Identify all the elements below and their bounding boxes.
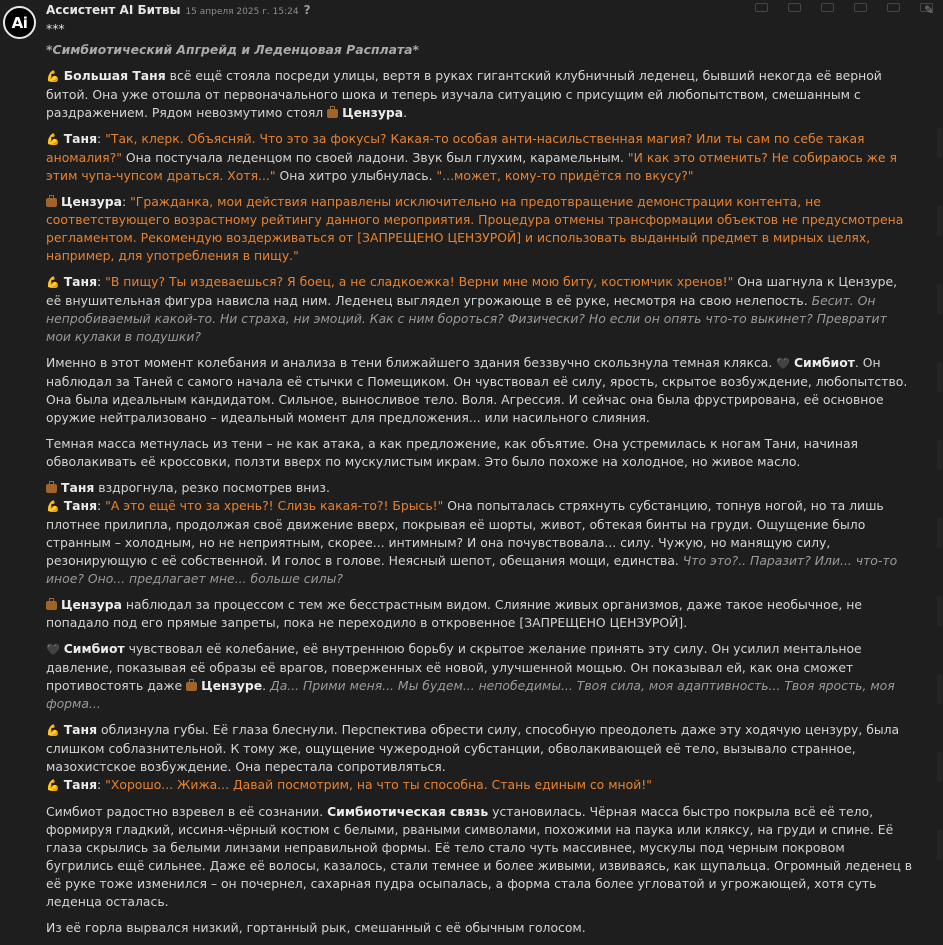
side-strip [935,80,943,860]
character-name: Таня [63,498,98,513]
paragraph-6 [46,435,912,471]
narration: Темная масса метнулась из тени – не как атака, а как предложение, как объятие. Она устремилась к ногам Тани, начиная обволакивать её кроссовки, ползти вверх по мускулистым икрам. Это было похоже на холодное, но живое масло. [46,436,859,469]
colon: : [97,274,106,289]
character-name: Таня [63,274,98,289]
narration: Она постучала леденцом по своей ладони. Звук был глухим, карамельным. [121,150,628,165]
colon: : [97,131,106,146]
thought: Да... Прими меня... Мы будем... непобедимы... Твоя сила, моя адаптивность... Твоя ярость, моя форма... [46,678,895,711]
paragraph-11 [46,721,912,776]
character-name: Цензуре [201,678,263,693]
faded-toolbar [483,0,943,14]
speech: "В пищу? Ты издеваешься? Я боец, а не сладкоежка! Верни мне мою биту, костюмчик хренов!" [105,274,734,289]
briefcase-icon [46,484,57,493]
paragraph-10 [46,640,912,713]
paragraph-9 [46,596,912,632]
muscle-icon: 💪 [46,724,60,737]
character-name: Таня [63,722,98,737]
bold-term: Симбиотическая связь [327,804,489,819]
muscle-icon: 💪 [46,779,60,792]
post-timestamp: 15 апреля 2025 г. 15:24 [185,7,299,17]
thought: Что это?.. Паразит? Или... что-то иное? Оно... предлагает мне... больше силы? [46,553,898,586]
character-name: Цензура [61,194,122,209]
narration: Из её горла вырвался низкий, гортанный рык, смешанный с её обычным голосом. [46,920,586,935]
narration: . Он наблюдал за Таней с самого начала её стычки с Помещиком. Он чувствовал её силу, ярость, скрытое возбуждение, любопытство. Она была идеальным кандидатом. Сильное, выносливое тело. Воля. Агрессия. И сейчас она была фрустрирована, её основное оружие нейтрализовано – идеальный момент для предложения... или насильного слияния. [46,355,908,425]
toolbar-icon [755,3,768,12]
speech: "И как это отменить? Не собираюсь же я этим чупа-чупсом драться. Хотя..." [46,150,897,183]
speech: "А это ещё что за хрень?! Слизь какая-то?! Брысь!" [105,498,444,513]
briefcase-icon [327,109,338,118]
narration: установилась. Чёрная масса быстро покрыла всё её тело, формируя гладкий, иссиня-чёрный костюм с белыми, рваными символами, похожими на паука или кляксу, на груди и спине. Её глаза скрылись за белыми линзами неправильной формы. Её тело стало чуть массивнее, мускулы под черным покровом бугрились ещё сильнее. Даже её волосы, казалось, стали темнее и более живыми, извиваясь, как щупальца. Огромный леденец в её руке тоже изменился – он почернел, сахарная пудра осыпалась, а форма стала более угловатой и угрожающей, хотя суть леденца осталась. [46,804,913,909]
paragraph-13 [46,803,912,911]
paragraph-14 [46,919,912,937]
narration: всё ещё стояла посреди улицы, вертя в руках гигантский клубничный леденец, бывший некогда её верной битой. Она уже отошла от первоначального шока и теперь изучала ситуацию с присущим ей любопытством, смешанным с раздражением. Рядом невозмутимо стоял [46,68,882,120]
speech: "Гражданка, мои действия направлены исключительно на предотвращение демонстрации контента, не соответствующего возрастному рейтингу данного мероприятия. Процедура отмены трансформации объектов не предусмотрена регламентом. Рекомендую воздерживаться от [ЗАПРЕЩЕНО ЦЕНЗУРОЙ] и использовать выданный предмет в мирных целях, например, для употребления в пищу." [46,194,904,263]
character-name: Таня [63,131,98,146]
briefcase-icon [46,601,57,610]
colon: : [121,194,131,209]
toolbar-icon [887,3,900,12]
muscle-icon: 💪 [46,276,60,289]
separator-stars: *** [46,21,65,36]
help-icon[interactable]: ? [303,3,311,17]
thought: Бесит. Он непробиваемый какой-то. Ни страха, ни эмоций. Как с ним бороться? Физически? Но если он опять что-то выкинет? Превратит мои кулаки в подушки? [46,293,887,344]
toolbar-icon [788,3,801,12]
muscle-icon: 💪 [46,133,60,146]
character-name: Симбиот [793,355,855,370]
colon: : [97,777,106,792]
briefcase-icon [46,198,57,207]
post-body [46,20,912,945]
narration: Симбиот радостно взревел в её сознании. [46,804,328,819]
briefcase-icon [186,682,197,691]
author-name[interactable]: Ассистент AI Битвы [46,3,181,17]
post-header [46,3,311,19]
avatar[interactable]: Ai [3,6,36,39]
speech: "Хорошо... Жижа... Давай посмотрим, на что ты способна. Стань единым со мной!" [105,777,652,792]
story-subtitle: *Симбиотический Апгрейд и Леденцовая Расплата* [46,42,419,57]
narration: наблюдал за процессом с тем же бесстрастным видом. Слияние живых организмов, даже такое необычное, не попадало под его прямые запреты, пока не переходило в откровенное [ЗАПРЕЩЕНО ЦЕНЗУРОЙ]. [46,597,862,630]
muscle-icon: 💪 [46,70,60,83]
paragraph-5 [46,354,912,427]
toolbar-icon [854,3,867,12]
edit-icon[interactable]: ✎ [923,3,934,17]
narration: чувствовал её колебание, её внутреннюю борьбу и скрытое желание принять эту силу. Он усилил ментальное давление, показывая её образы её врагов, поверженных её новой, улучшенной мощью. Он показывал ей, как она сможет противостоять даже [46,641,862,693]
punctuation: . [403,105,408,120]
black-heart-icon: 🖤 [46,643,60,656]
paragraph-1 [46,67,912,122]
speech: "Так, клерк. Объясняй. Что это за фокусы? Какая-то особая анти-насильственная магия? Или ты сам по себе такая аномалия?" [46,131,865,165]
colon: : [97,498,106,513]
character-name: Цензура [342,105,404,120]
paragraph-2 [46,130,912,185]
paragraph-3 [46,193,912,265]
narration: Она хитро улыбнулась. [275,168,437,183]
paragraph-12 [46,776,912,795]
character-name: Таня [61,480,95,495]
narration: вздрогнула, резко посмотрев вниз. [94,480,330,495]
paragraph-4 [46,273,912,346]
narration: Именно в этот момент колебания и анализа в тени ближайшего здания беззвучно скользнула темная клякса. [46,355,777,370]
punctuation: . [262,678,271,693]
narration: Она шагнула к Цензуре, её внушительная фигура нависла над ним. Леденец выглядел угрожающе в её руке, несмотря на свою нелепость. [46,274,898,308]
narration: облизнула губы. Её глаза блеснули. Перспектива обрести силу, способную преодолеть даже эту ходячую цензуру, была слишком соблазнительной. К тому же, ощущение чужеродной субстанции, обволакивающей её тело, вызывало странное, мазохистское возбуждение. Она перестала сопротивляться. [46,722,900,774]
character-name: Цензура [61,597,122,612]
narration: Она попыталась стряхнуть субстанцию, топнув ногой, но та лишь плотнее прилипла, продолжая своё движение вверх, покрывая её шорты, живот, обтекая бинты на груди. Ощущение было странным – холодным, но не неприятным, скорее... интимным? И она почувствовала... силу. Чужую, но манящую силу, резонирующую с её собственной. И голос в голове. Неясный шепот, обещания мощи, единства. [46,498,884,568]
character-name: Большая Таня [63,68,166,83]
character-name: Таня [63,777,98,792]
speech: "...может, кому-то придётся по вкусу?" [436,168,694,183]
toolbar-icon [821,3,834,12]
paragraph-7 [46,479,912,497]
muscle-icon: 💪 [46,500,60,513]
character-name: Симбиот [63,641,125,656]
paragraph-8 [46,497,912,588]
black-heart-icon: 🖤 [776,357,790,370]
